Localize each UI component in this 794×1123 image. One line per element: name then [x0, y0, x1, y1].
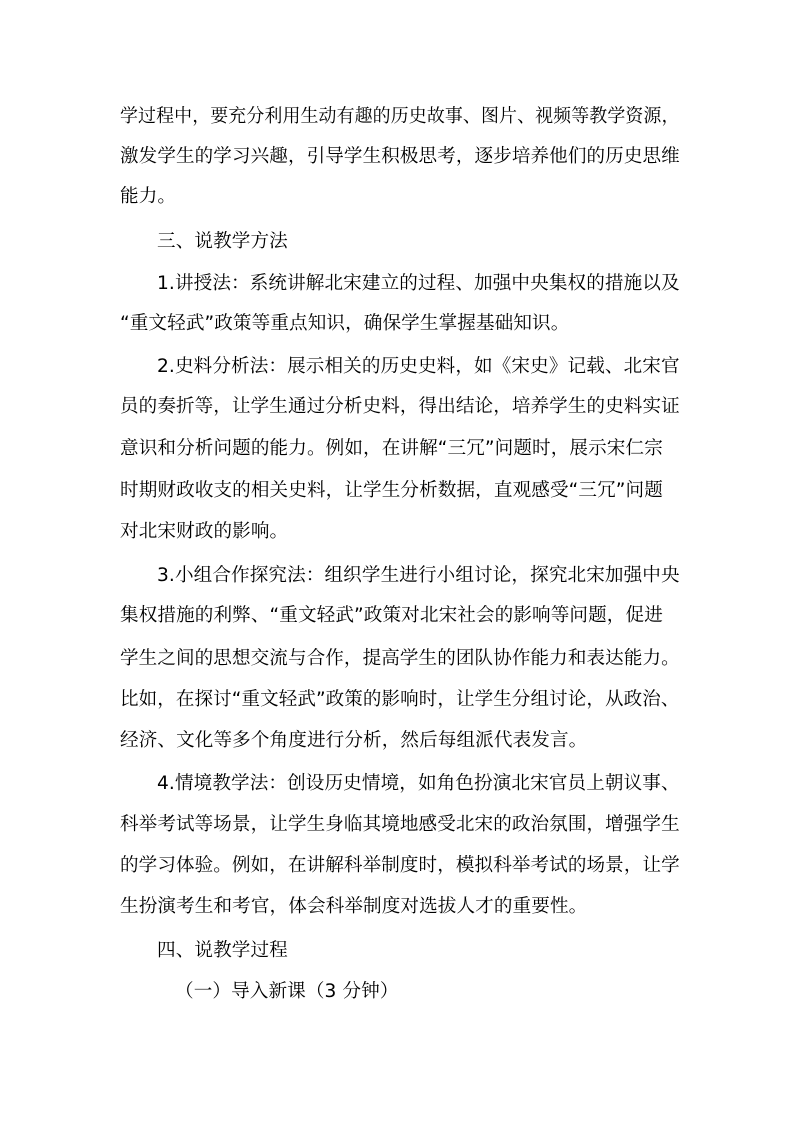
paragraph-line: 比如，在探讨“重文轻武”政策的影响时，让学生分组讨论，从政治、 — [120, 689, 680, 710]
method-item-4: 4.情境教学法：创设历史情境，如角色扮演北宋官员上朝议事、 — [157, 773, 680, 794]
paragraph-line: 学生之间的思想交流与合作，提高学生的团队协作能力和表达能力。 — [120, 648, 680, 669]
paragraph-line: 的学习体验。例如，在讲解科举制度时，模拟科举考试的场景，让学 — [120, 855, 680, 876]
paragraph-line: 经济、文化等多个角度进行分析，然后每组派代表发言。 — [120, 730, 588, 751]
paragraph-line: 生扮演考生和考官，体会科举制度对选拔人才的重要性。 — [120, 896, 588, 917]
paragraph-line: 集权措施的利弊、“重文轻武”政策对北宋社会的影响等问题，促进 — [120, 605, 663, 626]
method-item-2: 2.史料分析法：展示相关的历史史料，如《宋史》记载、北宋官 — [157, 356, 680, 377]
paragraph-line: 对北宋财政的影响。 — [120, 521, 289, 542]
method-item-3: 3.小组合作探究法：组织学生进行小组讨论，探究北宋加强中央 — [157, 565, 680, 586]
paragraph-line: 学过程中，要充分利用生动有趣的历史故事、图片、视频等教学资源， — [120, 106, 680, 127]
paragraph-line: 意识和分析问题的能力。例如，在讲解“三冗”问题时，展示宋仁宗 — [120, 438, 663, 459]
paragraph-line: 时期财政收支的相关史料，让学生分析数据，直观感受“三冗”问题 — [120, 480, 663, 501]
section-heading: 三、说教学方法 — [157, 231, 288, 252]
paragraph-line: 激发学生的学习兴趣，引导学生积极思考，逐步培养他们的历史思维 — [120, 146, 680, 167]
subsection-heading: （一）导入新课（3 分钟） — [175, 981, 399, 1002]
method-item-1: 1.讲授法：系统讲解北宋建立的过程、加强中央集权的措施以及 — [157, 273, 680, 294]
section-heading: 四、说教学过程 — [157, 940, 288, 961]
paragraph-line: “重文轻武”政策等重点知识，确保学生掌握基础知识。 — [120, 313, 570, 334]
paragraph-line: 能力。 — [120, 186, 177, 207]
paragraph-line: 员的奏折等，让学生通过分析史料，得出结论，培养学生的史料实证 — [120, 396, 680, 417]
paragraph-line: 科举考试等场景，让学生身临其境地感受北宋的政治氛围，增强学生 — [120, 814, 680, 835]
